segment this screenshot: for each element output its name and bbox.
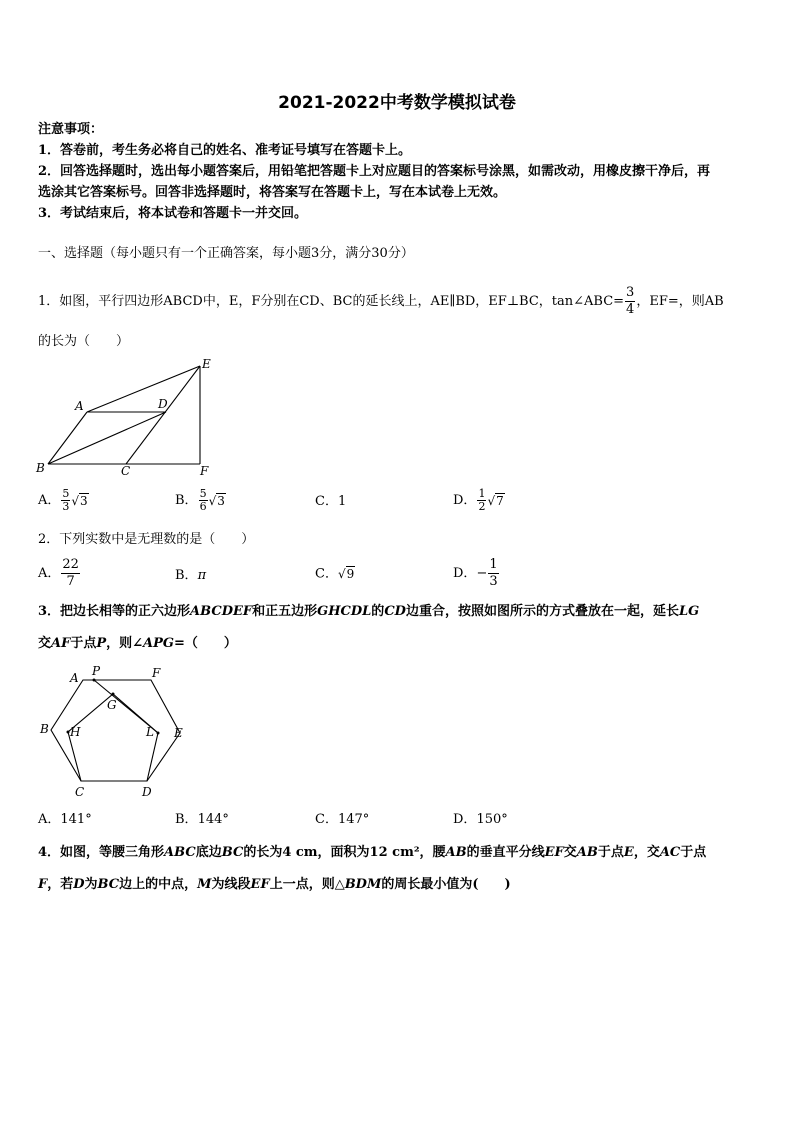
q2-option-a-label: A． (38, 566, 61, 581)
q3-p3: 的 (371, 604, 385, 619)
q4-ab: AB (445, 845, 467, 860)
q1-label-c: C (121, 464, 131, 478)
q3-apg: APG (143, 636, 175, 651)
q4-point-f: F (38, 877, 48, 892)
q4-ab2: AB (576, 845, 598, 860)
q1-option-a-label: A． (38, 493, 61, 508)
q3-label-l: L (146, 725, 154, 739)
q3-point-p: P (96, 636, 107, 651)
q4-s1: 4．如图，等腰三角形 (38, 845, 165, 860)
q4-stem-line1 (38, 845, 706, 861)
q3-l2c: ，则∠ (106, 636, 144, 651)
q4-ac: AC (659, 845, 681, 860)
q1-option-b-radicand: 3 (217, 493, 225, 508)
q2-option-d-num: 1 (489, 557, 498, 572)
q1-option-d-fraction (477, 488, 486, 513)
q2-option-c-sqrt: √9 (337, 567, 355, 581)
q2-option-c[interactable] (315, 566, 355, 583)
q1-option-a-den: 3 (62, 500, 70, 513)
section-heading: 一、选择题（每小题只有一个正确答案，每小题3分，满分30分） (38, 246, 414, 261)
q4-s3: 的长为4 cm，面积为12 cm²，腰 (243, 845, 446, 860)
q3-p2: 和正五边形 (252, 604, 318, 619)
q1-option-a-sqrt: √3 (71, 493, 88, 508)
q3-option-a[interactable] (38, 812, 92, 828)
q1-option-d[interactable] (453, 488, 505, 513)
q3-option-d-value: 150° (476, 812, 508, 827)
q2-option-d[interactable] (453, 557, 500, 590)
q1-option-a-fraction (61, 488, 70, 513)
q4-s6: 于点 (597, 845, 624, 860)
q3-label-g: G (107, 698, 117, 712)
q3-option-d-label: D． (453, 812, 477, 827)
q1-option-d-den: 2 (478, 500, 486, 513)
q2-option-c-radicand: 9 (346, 567, 355, 581)
q2-option-a-fraction (61, 557, 80, 590)
q1-parallelogram-figure (32, 352, 222, 480)
q1-label-b: B (36, 461, 45, 475)
q1-option-a-radicand: 3 (80, 493, 88, 508)
q3-hexagon-pentagon-figure (34, 660, 194, 802)
notes-item-2b: 选涂其它答案标号。回答非选择题时，将答案写在答题卡上，写在本试卷上无效。 (38, 185, 507, 200)
q4-s2: 底边 (195, 845, 222, 860)
q3-option-d[interactable] (453, 812, 508, 828)
q4-s11: 边上的中点， (119, 877, 198, 892)
q1-frac-numerator: 3 (626, 285, 635, 300)
q3-l2a: 交 (38, 636, 52, 651)
q4-abc: ABC (164, 845, 196, 860)
q2-option-d-label: D． (453, 566, 477, 581)
q3-label-d: D (142, 785, 152, 799)
q3-option-a-value: 141° (60, 812, 92, 827)
q3-option-c-label: C． (315, 812, 338, 827)
q1-option-b-num: 5 (199, 487, 207, 500)
q1-option-a[interactable] (38, 488, 89, 513)
q1-option-c[interactable] (315, 494, 346, 510)
q3-af: AF (51, 636, 71, 651)
q3-option-c-value: 147° (337, 812, 370, 827)
q1-option-c-label: C． (315, 494, 338, 509)
q3-option-a-label: A． (38, 812, 61, 827)
q1-option-b-den: 6 (199, 500, 207, 513)
q1-text-b: ，EF=，则AB (636, 294, 724, 309)
q4-s5: 交 (563, 845, 577, 860)
q2-option-a-num: 22 (62, 557, 79, 572)
q1-option-d-num: 1 (478, 487, 486, 500)
q3-label-e: E (174, 726, 183, 740)
q1-label-e: E (202, 357, 211, 371)
q3-option-c[interactable] (315, 812, 369, 828)
q4-s14: 的周长最小值为( ) (381, 877, 511, 892)
q2-option-a-den: 7 (66, 574, 75, 589)
q1-stem-line2: 的长为（ ） (38, 334, 130, 349)
q3-p1: 3．把边长相等的正六边形 (38, 604, 191, 619)
q3-stem-line1 (38, 604, 699, 620)
q4-s9: ，若 (47, 877, 74, 892)
q3-label-b: B (40, 722, 49, 736)
q3-label-c: C (75, 785, 85, 799)
q1-option-d-label: D． (453, 493, 477, 508)
notes-item-3: 3．考试结束后，将本试卷和答题卡一并交回。 (38, 206, 308, 221)
q3-lg: LG (678, 604, 700, 619)
q4-bdm: BDM (344, 877, 382, 892)
q1-option-d-sqrt: √7 (487, 493, 504, 508)
q2-option-a[interactable] (38, 557, 81, 590)
q3-stem-line2 (38, 636, 237, 652)
q4-s7: ，交 (633, 845, 660, 860)
q1-option-c-value: 1 (337, 494, 347, 509)
q4-point-d: D (73, 877, 85, 892)
page-title: 2021-2022中考数学模拟试卷 (278, 93, 516, 113)
q1-label-d: D (158, 397, 168, 411)
q2-option-c-label: C． (315, 566, 338, 582)
q1-fraction (625, 285, 635, 318)
q1-option-b-label: B． (175, 493, 198, 508)
q1-option-b[interactable] (175, 488, 226, 513)
q3-p4: 边重合，按照如图所示的方式叠放在一起，延长 (405, 604, 679, 619)
q3-option-b[interactable] (175, 812, 229, 828)
notes-item-2a: 2．回答选择题时，选出每小题答案后，用铅笔把答题卡上对应题目的答案标号涂黑，如需改动，用橡皮擦干净后，再 (38, 164, 711, 179)
q3-pentagon-name: GHCDL (317, 604, 372, 619)
q4-ef: EF (544, 845, 564, 860)
q2-stem: 2．下列实数中是无理数的是（ ） (38, 532, 255, 547)
q4-stem-line2 (38, 877, 511, 893)
q3-hexagon-name: ABCDEF (190, 604, 253, 619)
q3-option-b-label: B． (175, 812, 198, 827)
q3-option-b-value: 144° (197, 812, 229, 827)
q4-bc: BC (221, 845, 244, 860)
q2-option-d-fraction (488, 557, 498, 590)
q2-option-b-label: B． (175, 568, 198, 583)
q4-s12: 为线段 (211, 877, 251, 892)
q4-s8: 于点 (680, 845, 707, 860)
notes-heading: 注意事项： (38, 122, 104, 137)
notes-item-1: 1．答卷前，考生务必将自己的姓名、准考证号填写在答题卡上。 (38, 143, 412, 158)
q4-s10: 为 (84, 877, 98, 892)
q4-s4: 的垂直平分线 (466, 845, 545, 860)
q1-label-a: A (75, 399, 84, 413)
q4-point-m: M (197, 877, 212, 892)
q1-frac-denominator: 4 (626, 302, 635, 317)
q4-s13: 上一点，则△ (269, 877, 345, 892)
q2-option-d-sign: − (476, 566, 488, 581)
q1-option-d-radicand: 7 (496, 493, 504, 508)
q2-option-d-den: 3 (489, 574, 498, 589)
q3-l2d: =（ ） (174, 636, 237, 651)
q2-option-b-value: π (197, 568, 207, 583)
q1-option-a-num: 5 (62, 487, 70, 500)
q1-stem-line1 (38, 285, 724, 318)
q3-cd: CD (384, 604, 406, 619)
q4-point-e: E (623, 845, 634, 860)
q3-label-p: P (92, 664, 101, 678)
q3-l2b: 于点 (70, 636, 97, 651)
q3-label-h: H (70, 725, 81, 739)
q4-bc2: BC (97, 877, 120, 892)
q2-option-b[interactable] (175, 568, 206, 584)
q3-label-a: A (70, 671, 79, 685)
q1-text-a: 1．如图，平行四边形ABCD中，E，F分别在CD、BC的延长线上，AE∥BD，EF⊥BC，tan∠ABC= (38, 294, 625, 309)
q3-label-f: F (152, 666, 161, 680)
q1-label-f: F (200, 464, 209, 478)
q1-option-b-fraction (199, 488, 208, 513)
q4-ef2: EF (250, 877, 270, 892)
q1-option-b-sqrt: √3 (208, 493, 225, 508)
